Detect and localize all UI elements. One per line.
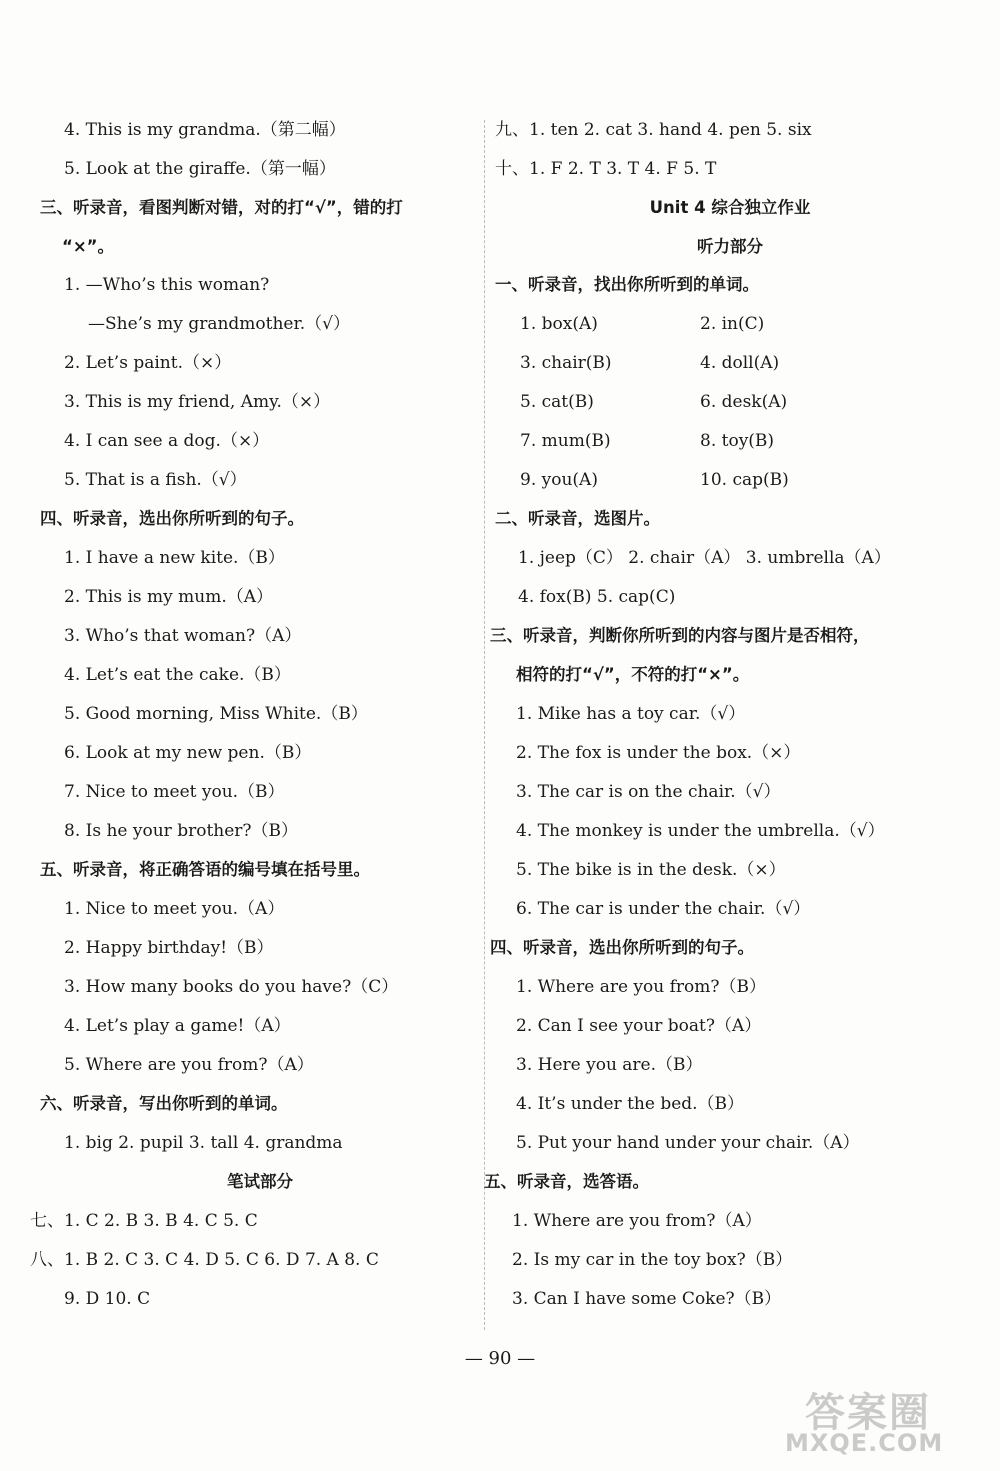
section-heading: 三、听录音，判断你所听到的内容与图片是否相符， (490, 626, 870, 645)
answer-line: 6. Look at my new pen.（B） (64, 743, 312, 763)
answer-line: 5. That is a fish.（√） (64, 470, 247, 490)
answer-line: 1. jeep（C） 2. chair（A） 3. umbrella（A） (518, 548, 891, 568)
answer-item: 6. desk(A) (700, 392, 788, 412)
answer-line: 4. Let’s play a game!（A） (64, 1016, 291, 1036)
answer-line: 3. Who’s that woman?（A） (64, 626, 302, 646)
section-heading: 一、听录音，找出你所听到的单词。 (495, 275, 759, 294)
answer-line: 4. I can see a dog.（×） (64, 431, 270, 451)
page-number: — 90 — (464, 1348, 536, 1369)
section-heading: 五、听录音，将正确答语的编号填在括号里。 (40, 860, 370, 879)
answer-item: 1. box(A) (520, 314, 598, 334)
answer-line: 1. big 2. pupil 3. tall 4. grandma (64, 1133, 343, 1153)
section-heading: 二、听录音，选图片。 (495, 509, 660, 528)
answer-line: 3. Can I have some Coke?（B） (512, 1289, 782, 1309)
answer-line: 5. Look at the giraffe.（第一幅） (64, 159, 336, 179)
answer-item: 5. cat(B) (520, 392, 594, 412)
answer-line: 七、1. C 2. B 3. B 4. C 5. C (30, 1211, 258, 1231)
answer-line: 4. It’s under the bed.（B） (516, 1094, 745, 1114)
answer-line: 1. —Who’s this woman? (64, 275, 270, 295)
answer-line: 5. The bike is in the desk.（×） (516, 860, 786, 880)
answer-item: 2. in(C) (700, 314, 765, 334)
section-heading: 六、听录音，写出你听到的单词。 (40, 1094, 288, 1113)
answer-line: 4. This is my grandma.（第二幅） (64, 120, 346, 140)
answer-line: 5. Good morning, Miss White.（B） (64, 704, 368, 724)
answer-line: 5. Where are you from?（A） (64, 1055, 314, 1075)
answer-line: —She’s my grandmother.（√） (88, 314, 350, 334)
section-heading-cont: “×”。 (62, 237, 115, 256)
answer-item: 9. you(A) (520, 470, 598, 490)
answer-line: 1. Where are you from?（B） (516, 977, 766, 997)
section-heading: 五、听录音，选答语。 (484, 1172, 649, 1191)
subsection-title: 听力部分 (697, 237, 763, 256)
answer-line: 十、1. F 2. T 3. T 4. F 5. T (495, 159, 717, 179)
answer-line: 1. Nice to meet you.（A） (64, 899, 285, 919)
answer-line: 九、1. ten 2. cat 3. hand 4. pen 5. six (495, 120, 812, 140)
answer-line: 3. This is my friend, Amy.（×） (64, 392, 331, 412)
answer-line: 3. The car is on the chair.（√） (516, 782, 781, 802)
answer-line: 2. Can I see your boat?（A） (516, 1016, 762, 1036)
answer-line: 3. Here you are.（B） (516, 1055, 703, 1075)
answer-line: 9. D 10. C (64, 1289, 151, 1309)
answer-line: 八、1. B 2. C 3. C 4. D 5. C 6. D 7. A 8. C (30, 1250, 379, 1270)
answer-line: 1. Where are you from?（A） (512, 1211, 762, 1231)
answer-line: 2. Let’s paint.（×） (64, 353, 232, 373)
answer-line: 4. Let’s eat the cake.（B） (64, 665, 291, 685)
section-heading-cont: 相符的打“√”，不符的打“×”。 (516, 665, 750, 684)
answer-line: 2. This is my mum.（A） (64, 587, 274, 607)
answer-item: 4. doll(A) (700, 353, 780, 373)
section-heading: 四、听录音，选出你所听到的句子。 (40, 509, 304, 528)
unit-title: Unit 4 综合独立作业 (649, 198, 811, 217)
answer-item: 7. mum(B) (520, 431, 611, 451)
section-heading: 四、听录音，选出你所听到的句子。 (490, 938, 754, 957)
answer-line: 8. Is he your brother?（B） (64, 821, 299, 841)
subsection-title: 笔试部分 (227, 1172, 293, 1191)
answer-item: 3. chair(B) (520, 353, 612, 373)
answer-item: 8. toy(B) (700, 431, 775, 451)
watermark (785, 1381, 975, 1461)
answer-line: 2. Is my car in the toy box?（B） (512, 1250, 793, 1270)
watermark-url: MXQE.COM (785, 1429, 944, 1457)
answer-line: 5. Put your hand under your chair.（A） (516, 1133, 860, 1153)
column-divider (484, 120, 486, 1330)
watermark-text: 答案圈 (805, 1390, 931, 1436)
section-heading: 三、听录音，看图判断对错，对的打“√”，错的打 (40, 198, 403, 217)
answer-line: 4. The monkey is under the umbrella.（√） (516, 821, 885, 841)
answer-line: 1. I have a new kite.（B） (64, 548, 285, 568)
answer-item: 10. cap(B) (700, 470, 789, 490)
answer-line: 2. The fox is under the box.（×） (516, 743, 801, 763)
answer-line: 1. Mike has a toy car.（√） (516, 704, 746, 724)
answer-line: 4. fox(B) 5. cap(C) (518, 587, 676, 607)
answer-line: 7. Nice to meet you.（B） (64, 782, 285, 802)
answer-line: 6. The car is under the chair.（√） (516, 899, 811, 919)
answer-line: 3. How many books do you have?（C） (64, 977, 399, 997)
answer-line: 2. Happy birthday!（B） (64, 938, 274, 958)
